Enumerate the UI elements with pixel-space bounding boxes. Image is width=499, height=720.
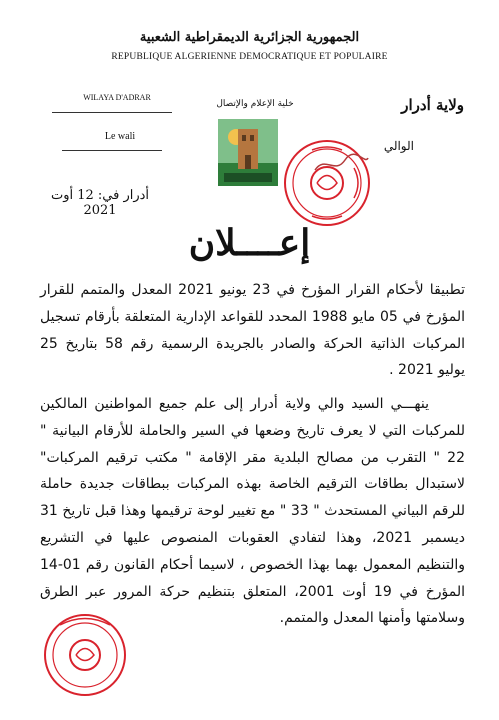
wilaya-label-fr: WILAYA D'ADRAR (83, 93, 151, 102)
header-french: REPUBLIQUE ALGERIENNE DEMOCRATIQUE ET POPULAIRE (111, 52, 388, 62)
wilaya-label-ar: ولاية أدرار (401, 96, 464, 114)
wali-label-fr: Le wali (104, 131, 136, 142)
divider (62, 150, 162, 151)
logo-image (218, 119, 278, 186)
cell-name: خلية الإعلام والإتصال (216, 99, 294, 109)
signature (310, 150, 370, 180)
body-paragraph: ينهـــي السيد والي ولاية أدرار إلى علم جميع المواطنين المالكين للمركبات التي لا يعرف تاريخ وضعها في السير والحاملة للأرقام البيانية " 22 " التقرب من مصالح البلدية مقر الإقامة " مكتب ترقيم المركبات" لاستبدال بطاقات الترقيم الخاصة بهذه المركبات ببطاقات جديدة حاملة للرقم البياني المستحدث " 33 " مع تغيير لوحة ترقيمها وهذا قبل تاريخ 31 ديسمبر 2021، وهذا لتفادي العقوبات المنصوص عليها في التشريع والتنظيم المعمول بهما بهذا الخصوص ، لاسيما أحكام القانون رقم 01-14 المؤرخ في 19 أوت 2001، المتعلق بتنظيم حركة المرور عبر الطرق وسلامتها وأمنها المعدل والمتمم. (40, 396, 465, 627)
header-arabic: الجمهورية الجزائرية الديمقراطية الشعبية (139, 30, 360, 45)
wali-label-ar: الوالي (383, 139, 414, 153)
divider (52, 112, 172, 113)
date-line: أدرار في: 12 أوت 2021 (50, 188, 150, 218)
body-paragraph: تطبيقا لأحكام القرار المؤرخ في 23 يونيو 2021 المعدل والمتمم للقرار المؤرخ في 05 مايو 1988 المحدد للقواعد الإدارية المتعلقة بأرقام تسجيل المركبات الذاتية الحركة والصادر بالجريدة الرسمية رقم 58 بتاريخ 25 يوليو 2021 . (40, 282, 466, 379)
page-title: إعــــلان (188, 222, 311, 264)
official-stamp (40, 600, 130, 700)
